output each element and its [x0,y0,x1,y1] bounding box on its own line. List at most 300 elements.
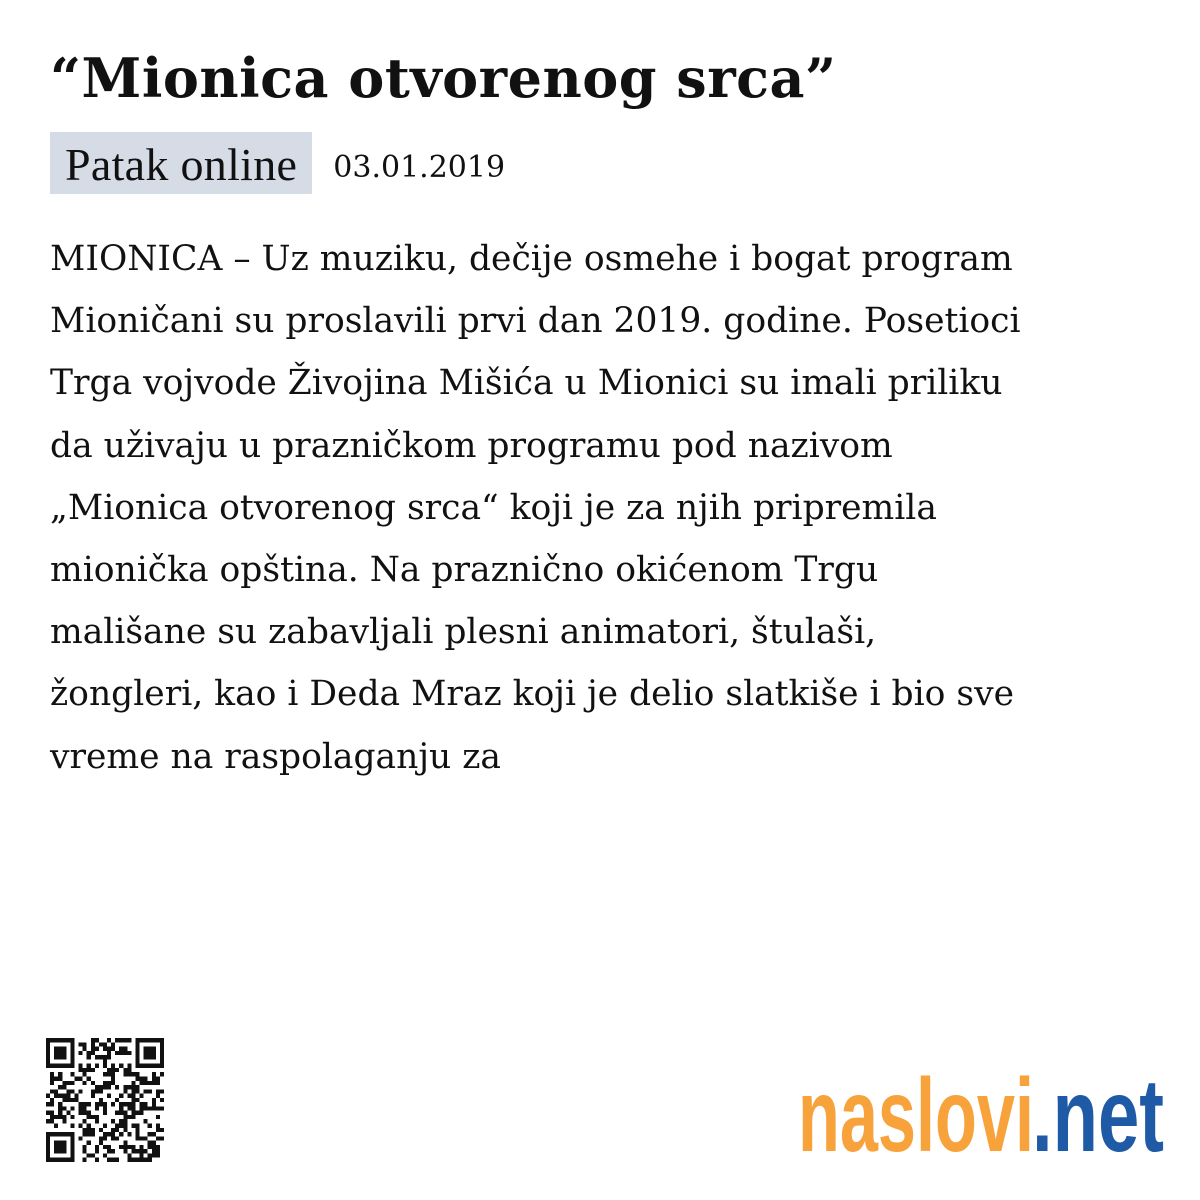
qr-module [160,1098,164,1102]
qr-module [54,1141,66,1154]
qr-module [103,1059,107,1063]
qr-module [144,1119,148,1123]
qr-module [123,1149,127,1153]
qr-module [103,1081,107,1085]
qr-module [127,1106,131,1110]
qr-module [123,1085,127,1089]
qr-module [103,1153,107,1157]
qr-module [87,1068,91,1072]
qr-module [156,1094,160,1098]
qr-module [50,1102,54,1106]
qr-module [74,1094,78,1098]
qr-module [99,1098,103,1102]
qr-module [156,1136,160,1140]
qr-module [144,1136,148,1140]
qr-module [95,1106,99,1110]
qr-module [131,1089,135,1093]
qr-module [79,1076,83,1080]
qr-module [54,1124,58,1128]
qr-module [160,1106,164,1110]
body-line: Trga vojvode Živojina Mišića u Mionici su imali priliku [50,363,1003,404]
qr-module [79,1068,83,1072]
qr-module [83,1158,87,1162]
qr-module [79,1102,83,1106]
qr-module [58,1115,62,1119]
qr-module [148,1145,152,1149]
qr-module [160,1128,164,1132]
qr-module [127,1051,131,1055]
qr-module [95,1149,99,1153]
qr-module [111,1149,115,1153]
qr-module [111,1119,115,1123]
qr-module [115,1098,119,1102]
qr-module [156,1115,160,1119]
qr-module [152,1076,156,1080]
qr-module [83,1102,87,1106]
qr-module [83,1132,87,1136]
qr-module [148,1132,152,1136]
body-line: mališane su zabavljali plesni animatori, štulaši, [50,612,877,653]
qr-module [119,1111,123,1115]
qr-module [50,1076,54,1080]
qr-module [91,1068,95,1072]
qr-module [127,1072,131,1076]
qr-module [148,1089,152,1093]
qr-module [136,1076,140,1080]
qr-module [70,1106,74,1110]
qr-module [156,1089,160,1093]
qr-module [95,1038,99,1042]
qr-module [99,1085,103,1089]
qr-module [131,1124,135,1128]
qr-module [136,1128,140,1132]
body-line: „Mionica otvorenog srca“ koji je za njih pripremila [50,487,937,528]
qr-module [119,1145,123,1149]
qr-module [107,1038,111,1042]
qr-module [111,1136,115,1140]
qr-module [119,1047,123,1051]
qr-module [127,1085,131,1089]
qr-module [140,1094,144,1098]
qr-module [111,1158,115,1162]
qr-module [115,1038,119,1042]
qr-module [127,1132,131,1136]
qr-module [136,1111,140,1115]
qr-module [152,1153,156,1157]
qr-module [107,1132,111,1136]
qr-module [103,1085,107,1089]
qr-module [131,1094,135,1098]
qr-module [131,1106,135,1110]
qr-module [131,1115,135,1119]
qr-module [131,1072,135,1076]
qr-module [144,1102,148,1106]
qr-module [66,1081,70,1085]
qr-module [99,1141,103,1145]
qr-module [144,1081,148,1085]
qr-module [140,1076,144,1080]
qr-module [91,1153,95,1157]
qr-module [95,1158,99,1162]
qr-module [107,1072,111,1076]
qr-module [144,1149,148,1153]
qr-module [123,1102,127,1106]
qr-module [103,1106,107,1110]
qr-module [99,1042,103,1046]
qr-module [91,1089,95,1093]
qr-module [107,1149,111,1153]
qr-module [131,1085,135,1089]
qr-module [103,1145,107,1149]
qr-module [87,1124,91,1128]
qr-module [50,1081,54,1085]
qr-module [83,1119,87,1123]
logo-wordmark-domain: .net [1032,1058,1164,1167]
qr-module [58,1094,62,1098]
article-body [50,228,1160,788]
qr-module [62,1081,66,1085]
qr-module [111,1102,115,1106]
qr-module [58,1111,62,1115]
qr-module [144,1076,148,1080]
qr-module [46,1102,50,1106]
qr-module [83,1111,87,1115]
qr-module [83,1047,87,1051]
qr-module [83,1149,87,1153]
qr-code-icon[interactable] [46,1038,164,1162]
qr-module [103,1042,107,1046]
qr-module [79,1051,83,1055]
qr-module [107,1158,111,1162]
qr-module [127,1158,131,1162]
qr-module [54,1094,58,1098]
qr-module [152,1141,156,1145]
qr-module [136,1149,140,1153]
qr-module [87,1141,91,1145]
qr-module [140,1136,144,1140]
qr-module [115,1136,119,1140]
qr-module [115,1051,119,1055]
qr-module [115,1128,119,1132]
qr-module [91,1038,95,1042]
qr-module [103,1136,107,1140]
qr-module [103,1111,107,1115]
qr-module [99,1055,103,1059]
qr-module [148,1141,152,1145]
qr-module [54,1076,58,1080]
qr-module [119,1132,123,1136]
qr-module [66,1094,70,1098]
qr-module [140,1145,144,1149]
qr-module [46,1119,50,1123]
qr-module [103,1102,107,1106]
body-line: MIONICA – Uz muziku, dečije osmehe i bogat program [50,239,1013,279]
qr-module [70,1081,74,1085]
qr-module [152,1072,156,1076]
qr-module [54,1047,66,1060]
qr-module [95,1145,99,1149]
qr-module [83,1106,87,1110]
qr-module [152,1149,156,1153]
qr-module [50,1115,54,1119]
qr-module [136,1124,140,1128]
logo-wordmark-main: naslovi [798,1058,1034,1167]
qr-module [123,1068,127,1072]
qr-module [127,1094,131,1098]
qr-module [87,1132,91,1136]
source-badge[interactable]: Patak online [50,132,312,194]
qr-module [136,1089,140,1093]
qr-module [119,1124,123,1128]
qr-module [79,1111,83,1115]
qr-module [107,1145,111,1149]
qr-module [131,1145,135,1149]
qr-module [99,1136,103,1140]
qr-module [91,1051,95,1055]
qr-module [95,1089,99,1093]
qr-module [79,1064,83,1068]
qr-module [95,1055,99,1059]
qr-module [66,1111,70,1115]
qr-module [66,1089,70,1093]
qr-module [119,1038,123,1042]
qr-module [123,1072,127,1076]
qr-module [66,1098,70,1102]
qr-module [115,1085,119,1089]
body-line: žongleri, kao i Deda Mraz koji je delio slatkiše i bio sve [50,674,1015,715]
qr-module [83,1068,87,1072]
qr-module [58,1085,62,1089]
qr-module [103,1072,107,1076]
qr-module [148,1158,152,1162]
body-line: vreme na raspolaganju za [50,736,501,777]
qr-module [115,1111,119,1115]
qr-module [123,1124,127,1128]
article-title: “Mionica otvorenog srca” [50,46,837,110]
qr-module [79,1089,83,1093]
qr-module [140,1153,144,1157]
qr-module [58,1106,62,1110]
qr-module [91,1115,95,1119]
qr-module [123,1051,127,1055]
qr-module [156,1106,160,1110]
qr-module [103,1132,107,1136]
qr-module [54,1115,58,1119]
qr-module [91,1081,95,1085]
qr-module [119,1102,123,1106]
qr-module [148,1081,152,1085]
qr-module [95,1115,99,1119]
qr-module [87,1051,91,1055]
qr-module [156,1149,160,1153]
qr-module [70,1089,74,1093]
qr-module [46,1111,50,1115]
qr-module [87,1115,91,1119]
qr-module [87,1111,91,1115]
qr-module [111,1064,115,1068]
qr-module [119,1119,123,1123]
qr-module [119,1064,123,1068]
qr-module [91,1047,95,1051]
qr-module [103,1055,107,1059]
qr-module [144,1047,156,1060]
qr-module [91,1132,95,1136]
qr-module [148,1153,152,1157]
qr-module [95,1085,99,1089]
qr-module [127,1068,131,1072]
qr-module [91,1094,95,1098]
qr-module [123,1119,127,1123]
qr-module [115,1158,119,1162]
qr-module [58,1102,62,1106]
qr-module [123,1089,127,1093]
qr-module [160,1089,164,1093]
qr-module [70,1115,74,1119]
qr-module [131,1111,135,1115]
qr-module [127,1115,131,1119]
qr-module [152,1106,156,1110]
qr-module [111,1076,115,1080]
naslovi-logo[interactable] [798,1052,1168,1167]
qr-module [156,1124,160,1128]
qr-module [131,1081,135,1085]
qr-module [136,1136,140,1140]
qr-module [87,1076,91,1080]
qr-module [131,1158,135,1162]
qr-module [119,1106,123,1110]
qr-module [144,1106,148,1110]
qr-module [62,1098,66,1102]
qr-module [79,1124,83,1128]
qr-module [99,1128,103,1132]
qr-module [111,1047,115,1051]
qr-module [107,1051,111,1055]
qr-module [50,1089,54,1093]
qr-module [136,1072,140,1076]
qr-module [144,1089,148,1093]
qr-module [103,1047,107,1051]
qr-module [127,1102,131,1106]
qr-module [62,1106,66,1110]
qr-module [87,1128,91,1132]
qr-module [99,1089,103,1093]
qr-module [99,1102,103,1106]
qr-module [87,1153,91,1157]
qr-module [74,1076,78,1080]
qr-module [87,1102,91,1106]
qr-module [83,1081,87,1085]
qr-module [152,1102,156,1106]
qr-module [107,1081,111,1085]
qr-module [144,1158,148,1162]
qr-module [152,1098,156,1102]
qr-module [136,1158,140,1162]
qr-module [152,1081,156,1085]
qr-module [123,1128,127,1132]
qr-module [160,1072,164,1076]
qr-module [115,1124,119,1128]
qr-module [156,1153,160,1157]
qr-module [70,1072,74,1076]
qr-module [119,1051,123,1055]
body-line: Mioničani su proslavili prvi dan 2019. godine. Posetioci [50,301,1021,342]
qr-module [58,1076,62,1080]
qr-module [111,1132,115,1136]
qr-module [79,1042,83,1046]
qr-module [152,1132,156,1136]
body-line: mionička opština. Na praznično okićenom Trgu [50,550,879,591]
qr-module [140,1081,144,1085]
qr-module [127,1145,131,1149]
qr-module [131,1098,135,1102]
qr-module [156,1145,160,1149]
qr-module [160,1136,164,1140]
qr-module [70,1124,74,1128]
qr-module [103,1064,107,1068]
qr-module [111,1072,115,1076]
qr-module [140,1158,144,1162]
qr-module [140,1111,144,1115]
qr-module [131,1149,135,1153]
qr-module [95,1047,99,1051]
qr-module [127,1038,131,1042]
qr-module [91,1128,95,1132]
qr-module [115,1068,119,1072]
qr-module [87,1064,91,1068]
qr-module [156,1081,160,1085]
qr-module [50,1111,54,1115]
qr-module [107,1094,111,1098]
qr-module [91,1042,95,1046]
qr-module [156,1128,160,1132]
qr-module [136,1098,140,1102]
qr-module [83,1072,87,1076]
qr-module [95,1064,99,1068]
qr-module [111,1068,115,1072]
qr-module [127,1153,131,1157]
qr-module [111,1081,115,1085]
qr-module [107,1047,111,1051]
qr-module [131,1102,135,1106]
qr-module [83,1145,87,1149]
qr-module [83,1042,87,1046]
qr-module [79,1106,83,1110]
qr-module [140,1102,144,1106]
qr-module [58,1072,62,1076]
publish-date: 03.01.2019 [333,150,506,185]
qr-module [50,1072,54,1076]
qr-module [123,1141,127,1145]
qr-module [74,1098,78,1102]
qr-module [156,1076,160,1080]
qr-module [70,1098,74,1102]
qr-module [136,1132,140,1136]
qr-module [123,1115,127,1119]
qr-module [107,1068,111,1072]
qr-module [123,1038,127,1042]
qr-module [95,1102,99,1106]
qr-module [79,1136,83,1140]
body-line: da uživaju u prazničkom programu pod nazivom [50,425,893,466]
qr-module [46,1094,50,1098]
qr-module [83,1128,87,1132]
qr-module [123,1145,127,1149]
qr-module [95,1119,99,1123]
qr-module [111,1042,115,1046]
qr-module [50,1098,54,1102]
qr-module [127,1064,131,1068]
qr-module [107,1085,111,1089]
